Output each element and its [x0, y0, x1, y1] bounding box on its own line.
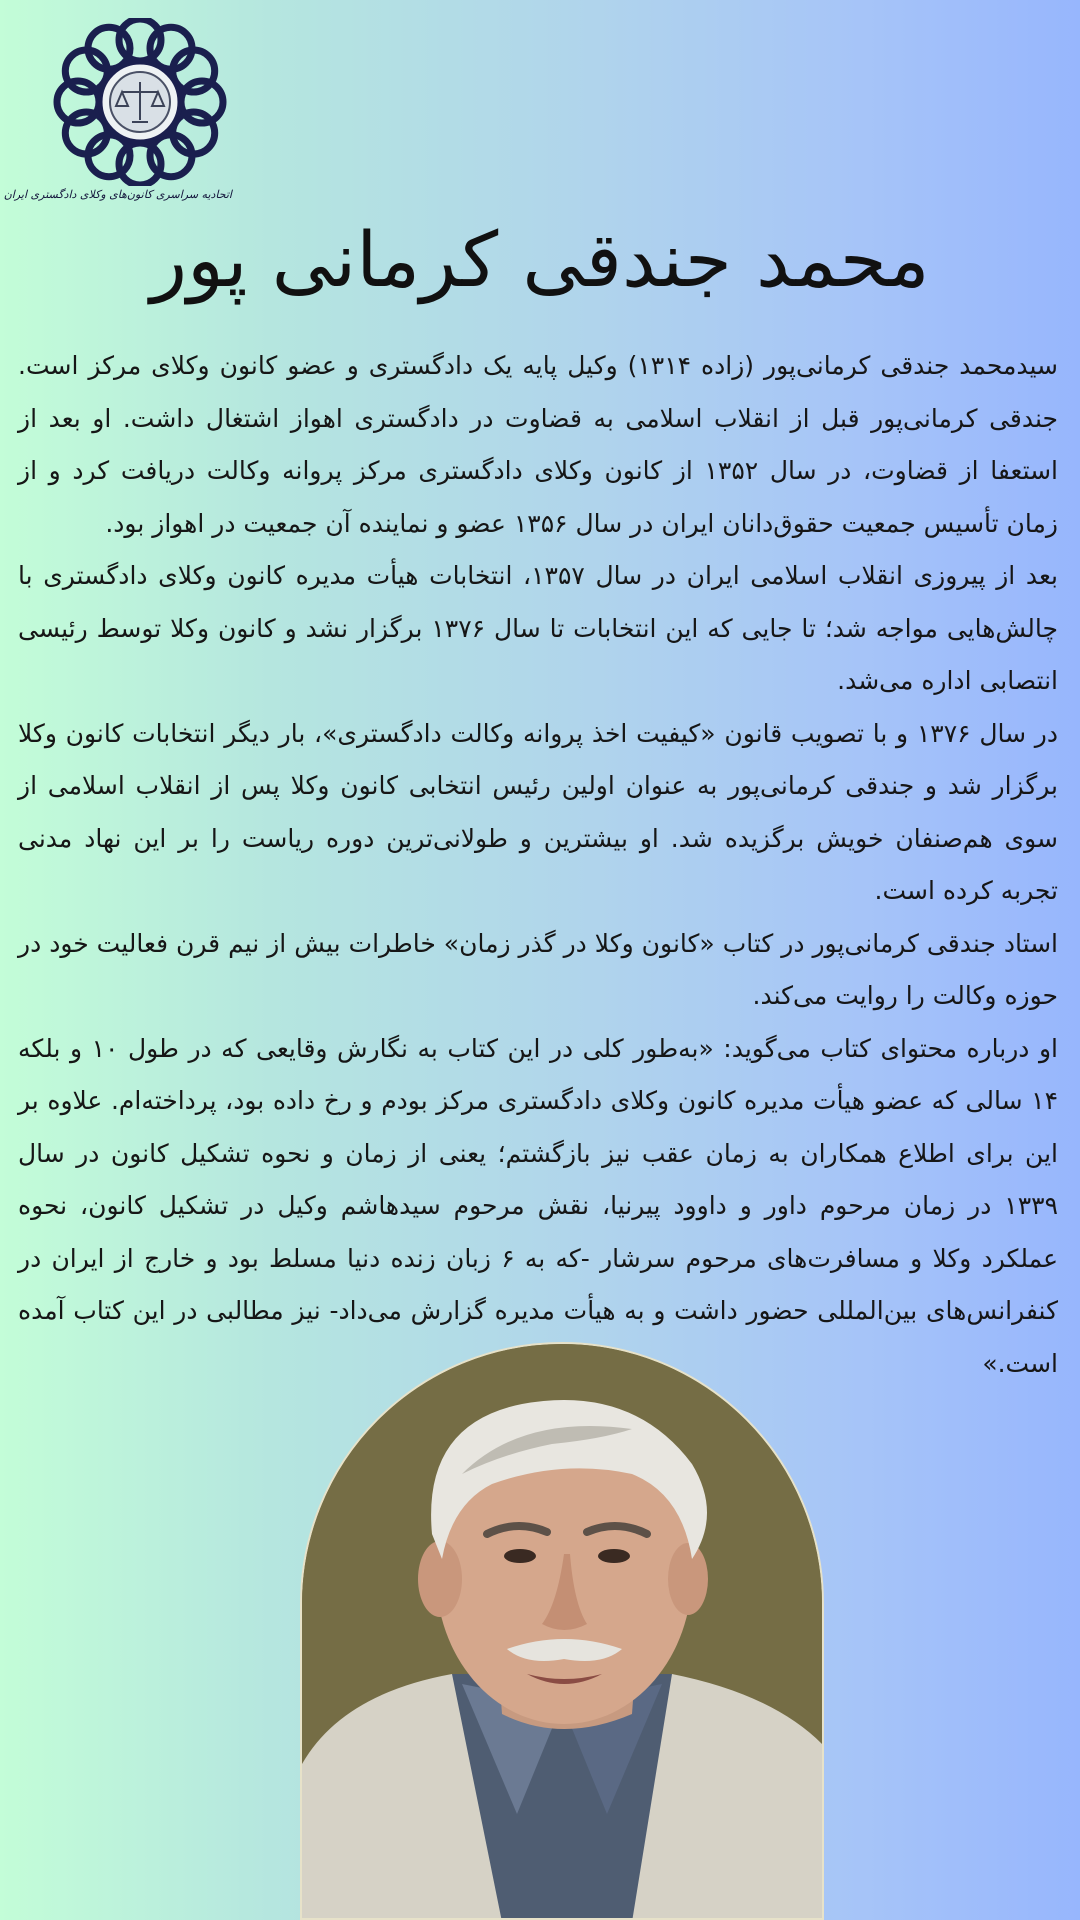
- page-title: محمد جندقی کرمانی پور: [150, 215, 930, 304]
- paragraph-revolution: بعد از پیروزی انقلاب اسلامی ایران در سال ۱۳۵۷، انتخابات هیأت مدیره کانون وکلای دادگستری با چالش‌هایی مواجه شد؛ تا جایی که این انتخابات تا سال ۱۳۷۶ برگزار نشد و کانون وکلا توسط رئیسی انتصابی اداره می‌شد.: [18, 561, 1058, 695]
- paragraph-intro: سیدمحمد جندقی کرمانی‌پور (زاده ۱۳۱۴) وکیل پایه یک دادگستری و عضو کانون وکلای مرکز است. جندقی کرمانی‌پور قبل از انقلاب اسلامی به قضاوت در دادگستری اهواز اشتغال داشت. او بعد از استعفا از قضاوت، در سال ۱۳۵۲ از کانون وکلای دادگستری مرکز پروانه وکالت دریافت کرد و از زمان تأسیس جمعیت حقوق‌دانان ایران در سال ۱۳۵۶ عضو و نماینده آن جمعیت در اهواز بود.: [18, 351, 1059, 538]
- bar-association-logo: [3, 18, 232, 214]
- bar-association-emblem-icon: [48, 18, 232, 186]
- portrait-photo-icon: [302, 1344, 822, 1920]
- portrait-frame: [300, 1342, 824, 1920]
- biography-article: [18, 340, 1058, 1390]
- paragraph-book-quote: او درباره محتوای کتاب می‌گوید: «به‌طور کلی در این کتاب به نگارش وقایعی که در طول ۱۰ و بلکه ۱۴ سالی که عضو هیأت مدیره کانون وکلای دادگستری مرکز بودم و رخ داده بود، پرداخته‌ام. علاوه بر این برای اطلاع همکاران به زمان عقب نیز بازگشتم؛ یعنی از زمان و نحوه تشکیل کانون در سال ۱۳۳۹ در زمان مرحوم داور و داوود پیرنیا، نقش مرحوم سیدهاشم وکیل در تشکیل کانون، نحوه عملکرد وکلا و مسافرت‌های مرحوم سرشار -که به ۶ زبان زنده دنیا مسلط بود و خارج از ایران در کنفرانس‌های بین‌المللی حضور داشت و به هیأت مدیره گزارش می‌داد- نیز مطالبی در این کتاب آمده است.»: [18, 1033, 1058, 1378]
- paragraph-election: در سال ۱۳۷۶ و با تصویب قانون «کیفیت اخذ پروانه وکالت دادگستری»، بار دیگر انتخابات کانون وکلا برگزار شد و جندقی کرمانی‌پور به عنوان اولین رئیس انتخابی کانون وکلا پس از انقلاب اسلامی از سوی هم‌صنفان خویش برگزیده شد. او بیشترین و طولانی‌ترین دوره ریاست را بر این نهاد مدنی تجربه کرده است.: [18, 718, 1059, 905]
- paragraph-book: استاد جندقی کرمانی‌پور در کتاب «کانون وکلا در گذر زمان» خاطرات بیش از نیم قرن فعالیت خود در حوزه وکالت را روایت می‌کند.: [18, 928, 1058, 1010]
- logo-caption: اتحادیه سراسری کانون‌های وکلای دادگستری ایران: [3, 188, 232, 201]
